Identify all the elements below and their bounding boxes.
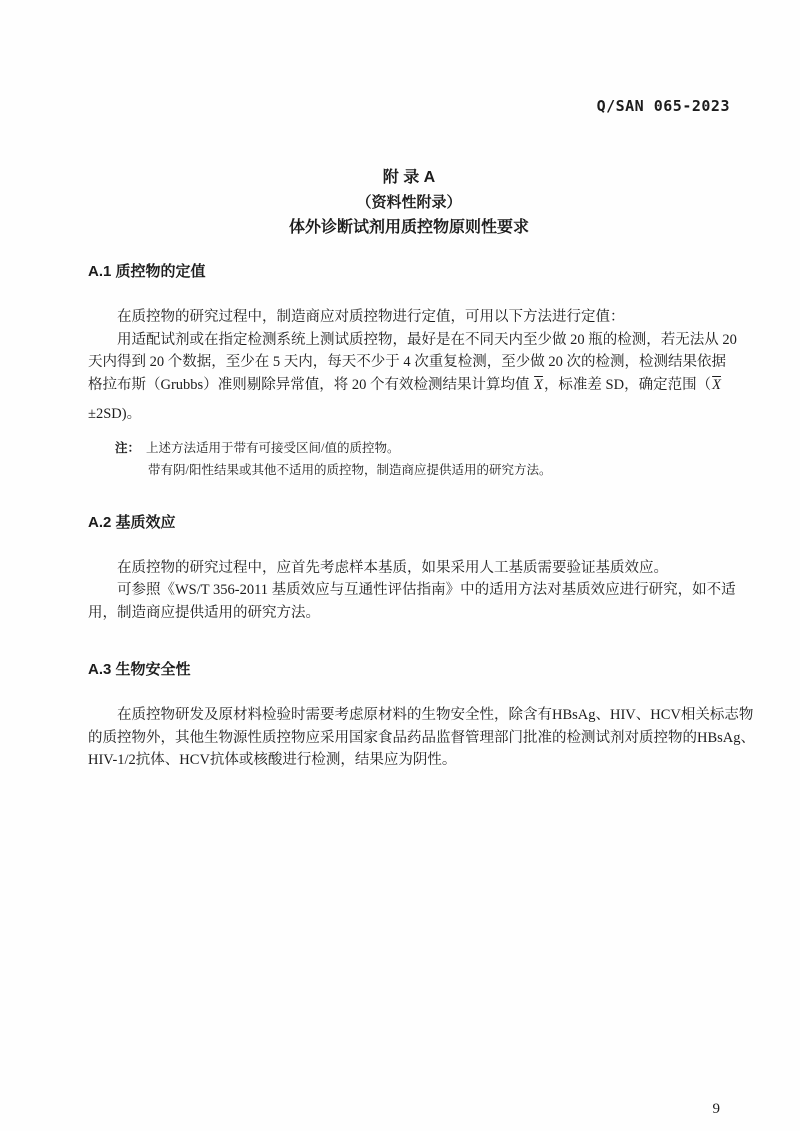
section-a3-heading: A.3 生物安全性 xyxy=(88,661,191,678)
section-a1-heading: A.1 质控物的定值 xyxy=(88,263,206,280)
a2-paragraph-line: 可参照《WS/T 356-2011 基质效应与互通性评估指南》中的适用方法对基质效应进行研究，如不适 xyxy=(117,582,736,598)
appendix-title-block xyxy=(88,165,730,240)
a1-note-block xyxy=(88,437,730,481)
note-text: 上述方法适用于带有可接受区间/值的质控物。 xyxy=(146,440,400,455)
a1-paragraph-line: 天内得到 20 个数据，至少在 5 天内，每天不少于 4 次重复检测，至少做 20 次的检测，检测结果依据 xyxy=(88,354,726,370)
note-line xyxy=(115,437,730,459)
a1-paragraph-text: 格拉布斯（Grubbs）准则剔除异常值，将 20 个有效检测结果计算均值 xyxy=(88,376,534,393)
section-a2-heading: A.2 基质效应 xyxy=(88,513,176,531)
appendix-title: 附 录 A xyxy=(382,169,436,186)
a1-paragraph-line xyxy=(88,374,730,397)
a1-paragraph-line: 在质控物的研究过程中，制造商应对质控物进行定值，可用以下方法进行定值： xyxy=(117,309,625,325)
a2-paragraph-line: 用，制造商应提供适用的研究方法。 xyxy=(88,604,320,621)
appendix-heading: 体外诊断试剂用质控物原则性要求 xyxy=(288,219,529,236)
mean-xbar-symbol: $\overline{X}$ xyxy=(534,376,543,393)
document-number: Q/SAN 065-2023 xyxy=(596,97,730,115)
note-line: 带有阴/阳性结果或其他不适用的质控物，制造商应提供适用的研究方法。 xyxy=(148,462,552,477)
page-content xyxy=(88,0,756,772)
a1-paragraph-line: ±2SD)。 xyxy=(88,406,142,422)
page-number: 9 xyxy=(712,1101,720,1117)
a1-paragraph-text: ，标准差 SD，确定范围（ xyxy=(543,376,712,393)
a3-paragraph-line: HIV-1/2抗体、HCV抗体或核酸进行检测，结果应为阴性。 xyxy=(88,752,457,768)
a3-paragraph-line: 在质控物研发及原材料检验时需要考虑原材料的生物安全性，除含有HBsAg、HIV、HCV相关标志物 xyxy=(117,707,754,723)
note-label: 注： xyxy=(115,440,141,455)
a3-paragraph-line: 的质控物外，其他生物源性质控物应采用国家食品药品监督管理部门批准的检测试剂对质控物的HBsAg、 xyxy=(88,729,756,746)
a2-paragraph-line: 在质控物的研究过程中，应首先考虑样本基质，如果采用人工基质需要验证基质效应。 xyxy=(117,559,668,576)
appendix-subtitle: （资料性附录） xyxy=(356,194,462,211)
a1-paragraph-line: 用适配试剂或在指定检测系统上测试质控物，最好是在不同天内至少做 20 瓶的检测，若无法从 20 xyxy=(117,331,737,348)
mean-xbar-symbol: $\overline{X}$ xyxy=(712,376,721,393)
